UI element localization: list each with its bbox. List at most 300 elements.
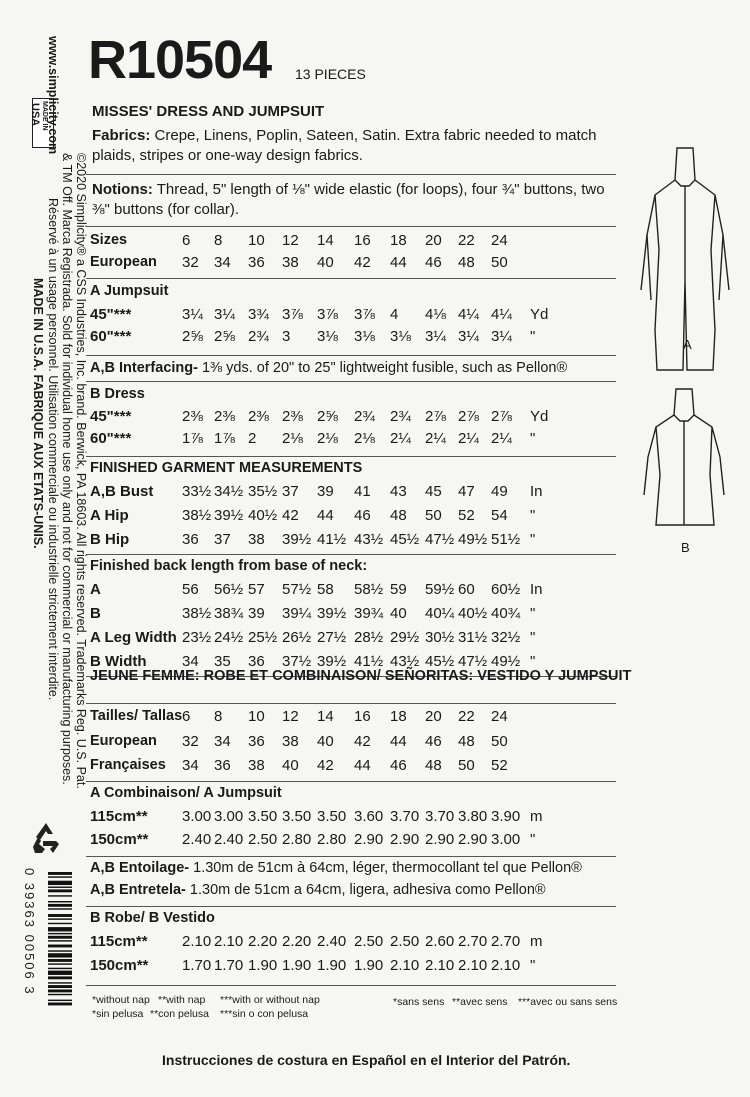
barcode-bar: [48, 976, 72, 979]
barcode-bar: [48, 982, 72, 983]
cell-value: 35: [214, 653, 231, 670]
cell-value: 56½: [214, 581, 244, 598]
row-label: 60"***: [90, 328, 132, 345]
cell-value: 8: [214, 232, 223, 249]
pattern-number: R10504: [88, 30, 272, 90]
entretela-text: 1.30m de 51cm a 64cm, ligera, adhesiva como Pellon®: [189, 882, 546, 898]
cell-value: 40: [317, 254, 334, 271]
cell-value: 3⅞: [317, 306, 338, 323]
cell-value: 50: [491, 733, 508, 750]
cell-value: 2.50: [248, 831, 278, 848]
measurement-row: [90, 507, 620, 528]
recycle-icon: [28, 820, 64, 856]
barcode-bar: [48, 1003, 72, 1006]
barcode-bar: [48, 989, 72, 992]
cell-value: 43½: [354, 531, 384, 548]
cell-value: 42: [354, 254, 371, 271]
cell-value: 40: [282, 757, 299, 774]
pattern-title: MISSES' DRESS AND JUMPSUIT: [92, 103, 325, 120]
cell-value: 1.70: [182, 957, 212, 974]
cell-value: 20: [425, 232, 442, 249]
fabrics-label: Fabrics:: [92, 127, 151, 144]
divider: [86, 703, 616, 704]
unit-label: m: [530, 933, 543, 950]
cell-value: 2.90: [354, 831, 384, 848]
cell-value: 10: [248, 708, 265, 725]
fabrics-info: [92, 126, 612, 166]
footnote-fr-1: *sans sens: [393, 996, 445, 1008]
cell-value: 3¾: [248, 306, 269, 323]
cell-value: 40½: [458, 605, 488, 622]
cell-value: 3.50: [282, 808, 312, 825]
cell-value: 34: [214, 254, 231, 271]
cell-value: 2⅝: [214, 328, 235, 345]
cell-value: 40: [390, 605, 407, 622]
cell-value: 24: [491, 708, 508, 725]
cell-value: 1.70: [214, 957, 244, 974]
barcode-bar: [48, 1000, 72, 1001]
b-dress-heading: B Dress: [90, 386, 145, 402]
cell-value: 34½: [214, 483, 244, 500]
cell-value: 41½: [317, 531, 347, 548]
cell-value: 2⅜: [182, 408, 203, 425]
barcode-bar: [48, 876, 72, 877]
cell-value: 50: [491, 254, 508, 271]
cell-value: 48: [458, 733, 475, 750]
row-label: A: [90, 581, 101, 598]
barcode-bar: [48, 959, 72, 962]
entoilage-label: A,B Entoilage-: [90, 860, 190, 876]
cell-value: 4¼: [458, 306, 479, 323]
cell-value: 10: [248, 232, 265, 249]
entretela-label: A,B Entretela-: [90, 882, 186, 898]
cell-value: 2.70: [491, 933, 521, 950]
intl-heading: JEUNE FEMME: ROBE ET COMBINAISON/ SEÑORITAS: VESTIDO Y JUMPSUIT: [90, 668, 632, 684]
cell-value: 60½: [491, 581, 521, 598]
cell-value: 16: [354, 232, 371, 249]
cell-value: 40½: [248, 507, 278, 524]
cell-value: 37: [214, 531, 231, 548]
barcode-bar: [48, 945, 72, 948]
metric-row: [90, 831, 620, 852]
cell-value: 38½: [182, 507, 212, 524]
cell-value: 1.90: [317, 957, 347, 974]
cell-value: 2⅛: [317, 430, 338, 447]
barcode-bar: [48, 963, 72, 964]
legal-sidebar: [18, 36, 88, 1058]
footnote-en-3: ***with or without nap: [220, 994, 320, 1006]
cell-value: 3.70: [425, 808, 455, 825]
barcode-bar: [48, 872, 72, 875]
cell-value: 12: [282, 232, 299, 249]
cell-value: 2.80: [282, 831, 312, 848]
cell-value: 46: [425, 733, 442, 750]
measurement-row: [90, 483, 620, 504]
cell-value: 14: [317, 232, 334, 249]
cell-value: 14: [317, 708, 334, 725]
divider: [86, 906, 616, 907]
yardage-row: [90, 408, 620, 429]
cell-value: 39½: [282, 531, 312, 548]
cell-value: 58: [317, 581, 334, 598]
cell-value: 36: [182, 531, 199, 548]
cell-value: 2¼: [390, 430, 411, 447]
divider: [86, 456, 616, 457]
cell-value: 45½: [425, 653, 455, 670]
cell-value: 18: [390, 708, 407, 725]
cell-value: 2⅛: [354, 430, 375, 447]
cell-value: 2.90: [425, 831, 455, 848]
footnote-es-3: ***sin o con pelusa: [220, 1008, 309, 1020]
cell-value: 2.70: [458, 933, 488, 950]
cell-value: 37: [282, 483, 299, 500]
row-label: 60"***: [90, 430, 132, 447]
yardage-row: [90, 430, 620, 451]
cell-value: 2.40: [214, 831, 244, 848]
european-metric-row: [90, 733, 620, 754]
cell-value: 2¾: [354, 408, 375, 425]
footnote-es-1: *sin pelusa: [92, 1008, 144, 1020]
cell-value: 44: [354, 757, 371, 774]
cell-value: 39¼: [282, 605, 312, 622]
cell-value: 8: [214, 708, 223, 725]
cell-value: 2⅝: [182, 328, 203, 345]
cell-value: 50: [425, 507, 442, 524]
cell-value: 3.70: [390, 808, 420, 825]
metric-row: [90, 808, 620, 829]
cell-value: 1⅞: [182, 430, 203, 447]
made-in-text: MADE IN: [41, 101, 48, 131]
notions-text: Thread, 5" length of ⅛" wide elastic (for loops), four ¾" buttons, two ⅜" buttons (for collar).: [92, 181, 605, 218]
cell-value: 3¼: [214, 306, 235, 323]
cell-value: 2.10: [425, 957, 455, 974]
row-label: Françaises: [90, 757, 166, 773]
entoilage-line: [90, 860, 582, 876]
cell-value: 31½: [458, 629, 488, 646]
cell-value: 36: [248, 254, 265, 271]
cell-value: 52: [491, 757, 508, 774]
finished-measurements-heading: FINISHED GARMENT MEASUREMENTS: [90, 460, 363, 476]
barcode-bar: [48, 889, 72, 892]
cell-value: 35½: [248, 483, 278, 500]
cell-value: 40¼: [425, 605, 455, 622]
cell-value: 2: [248, 430, 257, 447]
cell-value: 2⅜: [248, 408, 269, 425]
footnote-en-2: **with nap: [158, 994, 206, 1006]
cell-value: 45½: [390, 531, 420, 548]
measurement-row: [90, 629, 620, 650]
cell-value: 36: [214, 757, 231, 774]
barcode-number: 0 39363 00506 3: [22, 868, 37, 996]
cell-value: 48: [458, 254, 475, 271]
unit-label: ": [530, 957, 536, 974]
cell-value: 52: [458, 507, 475, 524]
barcode-bar: [48, 933, 72, 934]
pieces-count: 13 PIECES: [295, 66, 366, 82]
cell-value: 38¾: [214, 605, 244, 622]
usa-text: USA: [29, 103, 41, 127]
row-label: Tailles/ Tallas: [90, 708, 183, 724]
cell-value: 3.50: [248, 808, 278, 825]
barcode-bar: [48, 904, 72, 907]
cell-value: 2⅛: [282, 430, 303, 447]
divider: [86, 355, 616, 356]
cell-value: 39½: [214, 507, 244, 524]
cell-value: 2.10: [390, 957, 420, 974]
metric-row: [90, 933, 620, 954]
figure-a-label: A: [683, 337, 692, 352]
cell-value: 48: [390, 507, 407, 524]
cell-value: 2.10: [491, 957, 521, 974]
cell-value: 2¾: [248, 328, 269, 345]
cell-value: 26½: [282, 629, 312, 646]
barcode-bar: [48, 887, 72, 888]
unit-label: Yd: [530, 306, 549, 323]
footnote-es-2: **con pelusa: [150, 1008, 209, 1020]
copyright-text: ©2020 Simplicity® a CSS Industries, Inc. brand. Berwick, PA 18603. All rights reserved. Trademarks Reg. U.S. Pat.: [74, 153, 88, 789]
unit-label: ": [530, 430, 536, 447]
cell-value: 1.90: [248, 957, 278, 974]
cell-value: 2.50: [390, 933, 420, 950]
cell-value: 51½: [491, 531, 521, 548]
cell-value: 24½: [214, 629, 244, 646]
cell-value: 36: [248, 653, 265, 670]
cell-value: 2¾: [390, 408, 411, 425]
cell-value: 38: [282, 733, 299, 750]
row-label: European: [90, 254, 157, 270]
row-label: 45"***: [90, 306, 132, 323]
cell-value: 2¼: [458, 430, 479, 447]
cell-value: 3¼: [425, 328, 446, 345]
cell-value: 1⅞: [214, 430, 235, 447]
unit-label: In: [530, 581, 543, 598]
row-label: European: [90, 733, 157, 749]
cell-value: 2.50: [354, 933, 384, 950]
cell-value: 49½: [491, 653, 521, 670]
interfacing-line: [90, 360, 567, 376]
cell-value: 38: [248, 531, 265, 548]
back-length-heading: Finished back length from base of neck:: [90, 558, 368, 574]
cell-value: 46: [390, 757, 407, 774]
cell-value: 2⅝: [317, 408, 338, 425]
cell-value: 2.10: [214, 933, 244, 950]
cell-value: 40: [317, 733, 334, 750]
unit-label: ": [530, 653, 536, 670]
row-label: B: [90, 605, 101, 622]
b-robe-heading: B Robe/ B Vestido: [90, 910, 215, 926]
fabrics-text: Crepe, Linens, Poplin, Sateen, Satin. Extra fabric needed to match plaids, stripes or one-way design fabrics.: [92, 127, 597, 164]
entretela-line: [90, 882, 546, 898]
sizes-row: [90, 232, 620, 253]
cell-value: 28½: [354, 629, 384, 646]
cell-value: 57½: [282, 581, 312, 598]
figure-b-label: B: [681, 540, 690, 555]
interfacing-label: A,B Interfacing-: [90, 360, 198, 376]
cell-value: 38: [282, 254, 299, 271]
notions-info: [92, 180, 612, 220]
barcode-bar: [48, 940, 72, 941]
cell-value: 58½: [354, 581, 384, 598]
cell-value: 2⅞: [425, 408, 446, 425]
cell-value: 3⅞: [354, 306, 375, 323]
cell-value: 43: [390, 483, 407, 500]
divider: [86, 381, 616, 382]
cell-value: 2.80: [317, 831, 347, 848]
unit-label: In: [530, 483, 543, 500]
spanish-instructions-note: Instrucciones de costura en Español en el Interior del Patrón.: [162, 1052, 571, 1068]
barcode-bar: [48, 994, 72, 995]
cell-value: 42: [354, 733, 371, 750]
a-combinaison-heading: A Combinaison/ A Jumpsuit: [90, 785, 282, 801]
barcode-bar: [48, 914, 72, 917]
cell-value: 57: [248, 581, 265, 598]
barcode-bar: [48, 985, 72, 988]
cell-value: 47½: [458, 653, 488, 670]
cell-value: 47: [458, 483, 475, 500]
unit-label: ": [530, 831, 536, 848]
cell-value: 22: [458, 708, 475, 725]
cell-value: 2.20: [248, 933, 278, 950]
cell-value: 44: [390, 254, 407, 271]
european-row: [90, 254, 620, 275]
cell-value: 39: [317, 483, 334, 500]
row-label: Sizes: [90, 232, 128, 248]
cell-value: 49½: [458, 531, 488, 548]
cell-value: 2¼: [425, 430, 446, 447]
footnote-en-1: *without nap: [92, 994, 150, 1006]
barcode-bar: [48, 901, 72, 902]
cell-value: 59: [390, 581, 407, 598]
cell-value: 44: [317, 507, 334, 524]
barcode-bar: [48, 927, 72, 931]
cell-value: 2.60: [425, 933, 455, 950]
cell-value: 18: [390, 232, 407, 249]
measurement-row: [90, 605, 620, 626]
cell-value: 2.10: [182, 933, 212, 950]
cell-value: 38½: [182, 605, 212, 622]
cell-value: 2.90: [458, 831, 488, 848]
barcode-bar: [48, 950, 72, 951]
cell-value: 1.90: [354, 957, 384, 974]
cell-value: 2⅞: [458, 408, 479, 425]
cell-value: 38: [248, 757, 265, 774]
cell-value: 25½: [248, 629, 278, 646]
cell-value: 3.00: [182, 808, 212, 825]
row-label: 150cm**: [90, 831, 149, 848]
cell-value: 6: [182, 708, 191, 725]
cell-value: 45: [425, 483, 442, 500]
row-label: 115cm**: [90, 933, 148, 950]
cell-value: 3⅛: [390, 328, 411, 345]
cell-value: 48: [425, 757, 442, 774]
row-label: A Hip: [90, 507, 129, 524]
divider: [86, 174, 616, 175]
cell-value: 12: [282, 708, 299, 725]
cell-value: 34: [214, 733, 231, 750]
footnote-fr-3: ***avec ou sans sens: [518, 996, 618, 1008]
cell-value: 2.90: [390, 831, 420, 848]
a-jumpsuit-heading: A Jumpsuit: [90, 283, 169, 299]
cell-value: 2¼: [491, 430, 512, 447]
cell-value: 16: [354, 708, 371, 725]
cell-value: 2.40: [182, 831, 212, 848]
cell-value: 1.90: [282, 957, 312, 974]
cell-value: 4¼: [491, 306, 512, 323]
cell-value: 3.90: [491, 808, 521, 825]
trademark-text: & TM Off. Marca Registrada. Sold for individual home use only and not for commercial or manufacturing purposes.: [60, 153, 74, 785]
reserve-text: Réservé à un usage personnel. Utilisation commerciale ou industrielle strictement interdite.: [46, 198, 60, 701]
cell-value: 3: [282, 328, 291, 345]
unit-label: ": [530, 605, 536, 622]
metric-row: [90, 957, 620, 978]
barcode: [22, 868, 74, 1058]
cell-value: 59½: [425, 581, 455, 598]
row-label: 115cm**: [90, 808, 148, 825]
unit-label: ": [530, 507, 536, 524]
tailles-row: [90, 708, 620, 729]
cell-value: 34: [182, 653, 199, 670]
cell-value: 2.10: [458, 957, 488, 974]
cell-value: 47½: [425, 531, 455, 548]
cell-value: 54: [491, 507, 508, 524]
entoilage-text: 1.30m de 51cm à 64cm, léger, thermocollant tel que Pellon®: [193, 860, 582, 876]
divider: [86, 554, 616, 555]
barcode-bar: [48, 881, 72, 885]
cell-value: 3.00: [214, 808, 244, 825]
cell-value: 3.00: [491, 831, 521, 848]
yardage-row: [90, 306, 620, 327]
barcode-bar: [48, 895, 72, 896]
made-in-usa-fr-text: MADE IN U.S.A. FABRIQUE AUX ETATS-UNIS.: [31, 278, 45, 549]
cell-value: 42: [317, 757, 334, 774]
cell-value: 3.50: [317, 808, 347, 825]
cell-value: 60: [458, 581, 475, 598]
row-label: B Width: [90, 653, 147, 670]
cell-value: 20: [425, 708, 442, 725]
cell-value: 41: [354, 483, 371, 500]
cell-value: 2.20: [282, 933, 312, 950]
divider: [86, 781, 616, 782]
cell-value: 22: [458, 232, 475, 249]
unit-label: ": [530, 629, 536, 646]
francaises-row: [90, 757, 620, 778]
barcode-bar: [48, 953, 72, 957]
cell-value: 32: [182, 254, 199, 271]
divider: [86, 985, 616, 986]
cell-value: 29½: [390, 629, 420, 646]
unit-label: m: [530, 808, 543, 825]
cell-value: 30½: [425, 629, 455, 646]
unit-label: ": [530, 531, 536, 548]
notions-label: Notions:: [92, 181, 153, 198]
row-label: 45"***: [90, 408, 132, 425]
cell-value: 2.40: [317, 933, 347, 950]
cell-value: 3.60: [354, 808, 384, 825]
cell-value: 27½: [317, 629, 347, 646]
cell-value: 4⅛: [425, 306, 446, 323]
cell-value: 39: [248, 605, 265, 622]
dress-sketch: [630, 385, 740, 535]
footnote-fr-2: **avec sens: [452, 996, 508, 1008]
cell-value: 6: [182, 232, 191, 249]
cell-value: 24: [491, 232, 508, 249]
row-label: 150cm**: [90, 957, 149, 974]
yardage-row: [90, 328, 620, 349]
cell-value: 2⅜: [214, 408, 235, 425]
cell-value: 49: [491, 483, 508, 500]
cell-value: 3¼: [182, 306, 203, 323]
divider: [86, 856, 616, 857]
